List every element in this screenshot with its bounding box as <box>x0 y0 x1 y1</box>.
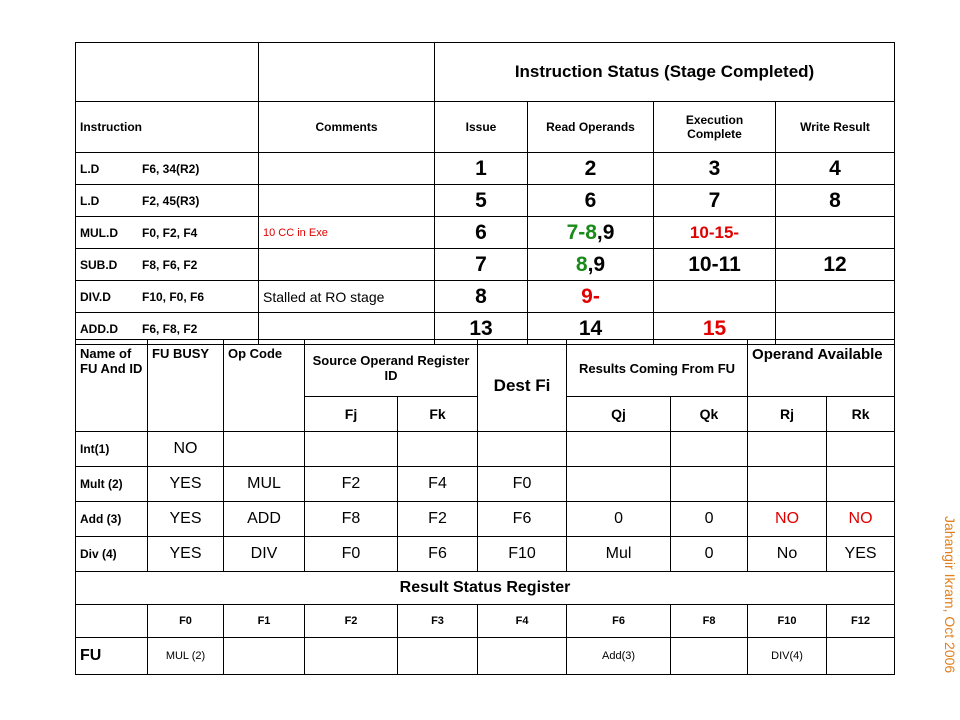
register-header: F0 <box>148 605 224 638</box>
header-instruction: Instruction <box>76 102 259 153</box>
register-fu-value: Add(3) <box>567 638 671 675</box>
write-result-cell <box>776 281 895 313</box>
instruction-args: F6, F8, F2 <box>142 321 198 336</box>
fu-rj: NO <box>748 502 827 537</box>
header-fk: Fk <box>398 397 478 432</box>
instruction-opcode: L.D <box>80 193 100 208</box>
header-comments: Comments <box>259 102 435 153</box>
fu-row <box>76 537 895 572</box>
read-operands-cell: 2 <box>528 153 654 185</box>
fu-name: Int(1) <box>76 432 148 467</box>
comment-cell <box>259 249 435 281</box>
fu-fj: F0 <box>305 537 398 572</box>
fu-row <box>76 467 895 502</box>
read-operands-stall: 7-8 <box>566 220 597 244</box>
header-issue: Issue <box>435 102 528 153</box>
read-operands-cell <box>528 249 654 281</box>
result-status-title: Result Status Register <box>76 572 895 605</box>
register-header: F12 <box>827 605 895 638</box>
fu-fi: F10 <box>478 537 567 572</box>
register-fu-value: MUL (2) <box>148 638 224 675</box>
instruction-opcode: ADD.D <box>80 321 118 336</box>
header-op-code: Op Code <box>224 340 305 432</box>
write-result-cell <box>776 217 895 249</box>
fu-busy: NO <box>148 432 224 467</box>
instruction-opcode: DIV.D <box>80 289 111 304</box>
instruction-args: F0, F2, F4 <box>142 225 198 240</box>
fu-name: Add (3) <box>76 502 148 537</box>
header-read-operands: Read Operands <box>528 102 654 153</box>
issue-cell: 5 <box>435 185 528 217</box>
fu-busy: YES <box>148 502 224 537</box>
fu-name: Div (4) <box>76 537 148 572</box>
fu-rk: YES <box>827 537 895 572</box>
fu-op: DIV <box>224 537 305 572</box>
instruction-status-table <box>75 42 895 345</box>
instruction-cell <box>76 153 259 185</box>
write-result-cell: 8 <box>776 185 895 217</box>
fu-fk <box>398 432 478 467</box>
instruction-cell <box>76 249 259 281</box>
fu-qj: 0 <box>567 502 671 537</box>
register-fu-value <box>224 638 305 675</box>
instruction-args: F8, F6, F2 <box>142 257 198 272</box>
fu-op: MUL <box>224 467 305 502</box>
header-qj: Qj <box>567 397 671 432</box>
register-header: F10 <box>748 605 827 638</box>
header-dest: Dest Fi <box>478 340 567 432</box>
functional-unit-status-table <box>75 339 895 675</box>
register-header: F1 <box>224 605 305 638</box>
fu-fk: F2 <box>398 502 478 537</box>
fu-qk <box>671 467 748 502</box>
register-fu-value <box>478 638 567 675</box>
header-qk: Qk <box>671 397 748 432</box>
header-rk: Rk <box>827 397 895 432</box>
register-header: F6 <box>567 605 671 638</box>
fu-qk: 0 <box>671 502 748 537</box>
exec-complete-cell: 10-11 <box>654 249 776 281</box>
author-credit: Jahangir Ikram, Oct 2006 <box>942 516 958 674</box>
instruction-cell <box>76 217 259 249</box>
instruction-row <box>76 217 895 249</box>
comment-cell: 10 CC in Exe <box>259 217 435 249</box>
read-operands-stall: 8 <box>575 252 588 276</box>
register-fu-value: DIV(4) <box>748 638 827 675</box>
register-fu-value <box>671 638 748 675</box>
fu-rj: No <box>748 537 827 572</box>
comment-cell <box>259 153 435 185</box>
register-header: F3 <box>398 605 478 638</box>
write-result-cell: 12 <box>776 249 895 281</box>
fu-qj <box>567 432 671 467</box>
header-source-operand: Source Operand Register ID <box>305 340 478 397</box>
fu-fi: F6 <box>478 502 567 537</box>
instruction-opcode: SUB.D <box>80 257 118 272</box>
exec-complete-cell: 3 <box>654 153 776 185</box>
fu-fi <box>478 432 567 467</box>
fu-fi: F0 <box>478 467 567 502</box>
instruction-row <box>76 185 895 217</box>
blank-cell <box>76 43 259 102</box>
exec-complete-cell: 7 <box>654 185 776 217</box>
header-operand-available: Operand Available <box>748 340 895 397</box>
fu-rj <box>748 432 827 467</box>
header-write-result: Write Result <box>776 102 895 153</box>
instruction-opcode: L.D <box>80 161 100 176</box>
instruction-status-title: Instruction Status (Stage Completed) <box>435 43 895 102</box>
fu-rk: NO <box>827 502 895 537</box>
instruction-row <box>76 249 895 281</box>
fu-busy: YES <box>148 467 224 502</box>
exec-complete-cell: 15 <box>654 313 776 345</box>
fu-row <box>76 432 895 467</box>
header-results-from-fu: Results Coming From FU <box>567 340 748 397</box>
instruction-args: F6, 34(R2) <box>142 161 200 176</box>
issue-cell: 13 <box>435 313 528 345</box>
register-fu-value <box>398 638 478 675</box>
fu-fj: F2 <box>305 467 398 502</box>
fu-qk <box>671 432 748 467</box>
fu-op: ADD <box>224 502 305 537</box>
register-header: F2 <box>305 605 398 638</box>
issue-cell: 7 <box>435 249 528 281</box>
exec-complete-cell <box>654 281 776 313</box>
instruction-args: F10, F0, F6 <box>142 289 205 304</box>
fu-fj <box>305 432 398 467</box>
read-operands-cell: 6 <box>528 185 654 217</box>
read-operands-cell: 14 <box>528 313 654 345</box>
read-operands-done: ,9 <box>587 252 606 276</box>
comment-cell <box>259 185 435 217</box>
header-rj: Rj <box>748 397 827 432</box>
fu-qk: 0 <box>671 537 748 572</box>
fu-fk: F6 <box>398 537 478 572</box>
register-header: F4 <box>478 605 567 638</box>
fu-op <box>224 432 305 467</box>
instruction-cell <box>76 281 259 313</box>
instruction-row <box>76 153 895 185</box>
exec-complete-cell: 10-15- <box>654 217 776 249</box>
read-operands-done: ,9 <box>596 220 615 244</box>
comment-cell: Stalled at RO stage <box>259 281 435 313</box>
write-result-cell: 4 <box>776 153 895 185</box>
fu-fj: F8 <box>305 502 398 537</box>
header-fj: Fj <box>305 397 398 432</box>
fu-qj: Mul <box>567 537 671 572</box>
header-fu-name: Name of FU And ID <box>76 340 148 432</box>
issue-cell: 8 <box>435 281 528 313</box>
register-fu-value <box>827 638 895 675</box>
instruction-cell <box>76 185 259 217</box>
result-status-fu-label: FU <box>76 638 148 675</box>
header-execution-complete: Execution Complete <box>654 102 776 153</box>
fu-rj <box>748 467 827 502</box>
fu-name: Mult (2) <box>76 467 148 502</box>
instruction-opcode: MUL.D <box>80 225 118 240</box>
blank-cell <box>76 605 148 638</box>
read-operands-cell: 9- <box>528 281 654 313</box>
fu-rk <box>827 467 895 502</box>
register-header: F8 <box>671 605 748 638</box>
fu-fk: F4 <box>398 467 478 502</box>
fu-qj <box>567 467 671 502</box>
fu-row <box>76 502 895 537</box>
header-fu-busy: FU BUSY <box>148 340 224 432</box>
fu-busy: YES <box>148 537 224 572</box>
issue-cell: 6 <box>435 217 528 249</box>
instruction-row <box>76 281 895 313</box>
register-fu-value <box>305 638 398 675</box>
issue-cell: 1 <box>435 153 528 185</box>
read-operands-cell <box>528 217 654 249</box>
fu-rk <box>827 432 895 467</box>
instruction-args: F2, 45(R3) <box>142 193 200 208</box>
blank-cell <box>259 43 435 102</box>
